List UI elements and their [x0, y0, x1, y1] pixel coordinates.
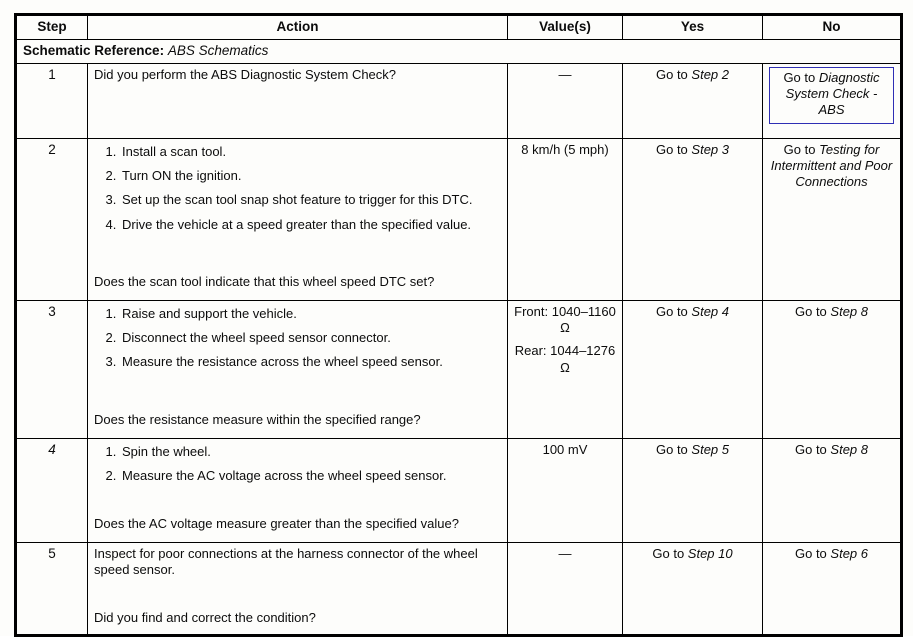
schematic-reference-value: ABS Schematics: [167, 42, 269, 58]
yes-cell: [623, 438, 763, 542]
yes-goto: [656, 442, 729, 457]
no-goto: [795, 304, 868, 319]
yes-cell: [623, 542, 763, 635]
action-list: [94, 306, 501, 379]
yes-goto: [656, 304, 729, 319]
action-text: Inspect for poor connections at the harness connector of the wheel speed sensor.: [94, 545, 478, 577]
no-cell: [763, 438, 902, 542]
yes-cell: [623, 63, 763, 138]
goto-target: Step 8: [830, 303, 868, 319]
value-rear: Rear: 1044–1276 Ω: [514, 343, 616, 375]
header-no: No: [763, 15, 902, 40]
value-cell: [508, 300, 623, 438]
goto-target: Step 3: [691, 141, 729, 157]
action-question: Does the resistance measure within the specified range?: [94, 411, 421, 427]
action-item: 1. Install a scan tool.: [120, 144, 501, 160]
goto-label: Go to: [652, 545, 688, 561]
action-item: 3. Set up the scan tool snap shot feature to trigger for this DTC.: [120, 192, 501, 208]
goto-label: Go to: [655, 441, 692, 457]
table-row-step-1: [16, 63, 902, 138]
goto-label: Go to: [655, 141, 692, 157]
value-front: Front: 1040–1160 Ω: [514, 303, 616, 335]
action-cell: [88, 542, 508, 635]
yes-goto: [656, 142, 729, 157]
action-question: Did you find and correct the condition?: [94, 609, 316, 625]
goto-target: Step 5: [691, 441, 729, 457]
table-row-step-2: [16, 138, 902, 300]
header-step: Step: [16, 15, 88, 40]
diagnostic-table: [14, 13, 903, 637]
no-goto-link[interactable]: [769, 67, 894, 124]
header-yes: Yes: [623, 15, 763, 40]
action-list: [94, 444, 501, 493]
value-cell: 8 km/h (5 mph): [508, 138, 623, 300]
no-cell: [763, 63, 902, 138]
step-number: 1: [16, 63, 88, 138]
table-row-step-5: [16, 542, 902, 635]
action-item: 2. Disconnect the wheel speed sensor connector.: [120, 330, 501, 346]
yes-cell: [623, 138, 763, 300]
schematic-reference-label: Schematic Reference:: [23, 42, 165, 58]
step-number: 2: [16, 138, 88, 300]
action-item: 1. Spin the wheel.: [120, 444, 501, 460]
header-action: Action: [88, 15, 508, 40]
action-cell: [88, 300, 508, 438]
no-goto: [795, 442, 868, 457]
yes-goto: [656, 67, 729, 82]
yes-cell: [623, 300, 763, 438]
table-header-row: [16, 15, 902, 40]
no-cell: [763, 138, 902, 300]
value-cell: 100 mV: [508, 438, 623, 542]
step-number: 5: [16, 542, 88, 635]
action-question: Does the AC voltage measure greater than the specified value?: [94, 515, 459, 531]
action-item: 2. Measure the AC voltage across the wheel speed sensor.: [120, 468, 501, 484]
action-item: 4. Drive the vehicle at a speed greater than the specified value.: [120, 217, 501, 233]
header-values: Value(s): [508, 15, 623, 40]
goto-target: Step 10: [687, 545, 733, 561]
action-item: 1. Raise and support the vehicle.: [120, 306, 501, 322]
schematic-reference-row: [16, 39, 902, 63]
no-goto: [795, 546, 868, 561]
goto-label: Go to: [794, 545, 831, 561]
goto-target: Diagnostic System Check - ABS: [785, 69, 880, 118]
goto-label: Go to: [655, 66, 692, 82]
table-row-step-3: [16, 300, 902, 438]
goto-label: Go to: [783, 141, 820, 157]
action-item: 2. Turn ON the ignition.: [120, 168, 501, 184]
no-cell: [763, 300, 902, 438]
step-number: 4: [16, 438, 88, 542]
action-cell: [88, 63, 508, 138]
goto-target: Step 2: [691, 66, 729, 82]
action-cell: [88, 438, 508, 542]
value-cell: —: [508, 63, 623, 138]
value-cell: —: [508, 542, 623, 635]
goto-label: Go to: [783, 69, 819, 85]
action-list: [94, 144, 501, 241]
yes-goto: [652, 546, 732, 561]
action-question: Does the scan tool indicate that this wheel speed DTC set?: [94, 273, 435, 289]
action-item: 3. Measure the resistance across the wheel speed sensor.: [120, 354, 501, 370]
goto-target: Step 4: [691, 303, 729, 319]
goto-label: Go to: [794, 303, 831, 319]
action-text: Did you perform the ABS Diagnostic System Check?: [94, 66, 397, 82]
no-cell: [763, 542, 902, 635]
goto-target: Step 6: [830, 545, 868, 561]
goto-target: Testing for Intermittent and Poor Connections: [770, 141, 893, 190]
action-cell: [88, 138, 508, 300]
table-row-step-4: [16, 438, 902, 542]
goto-label: Go to: [794, 441, 831, 457]
schematic-reference: [16, 39, 902, 63]
goto-target: Step 8: [830, 441, 868, 457]
no-goto: [771, 142, 892, 190]
step-number: 3: [16, 300, 88, 438]
goto-label: Go to: [655, 303, 692, 319]
